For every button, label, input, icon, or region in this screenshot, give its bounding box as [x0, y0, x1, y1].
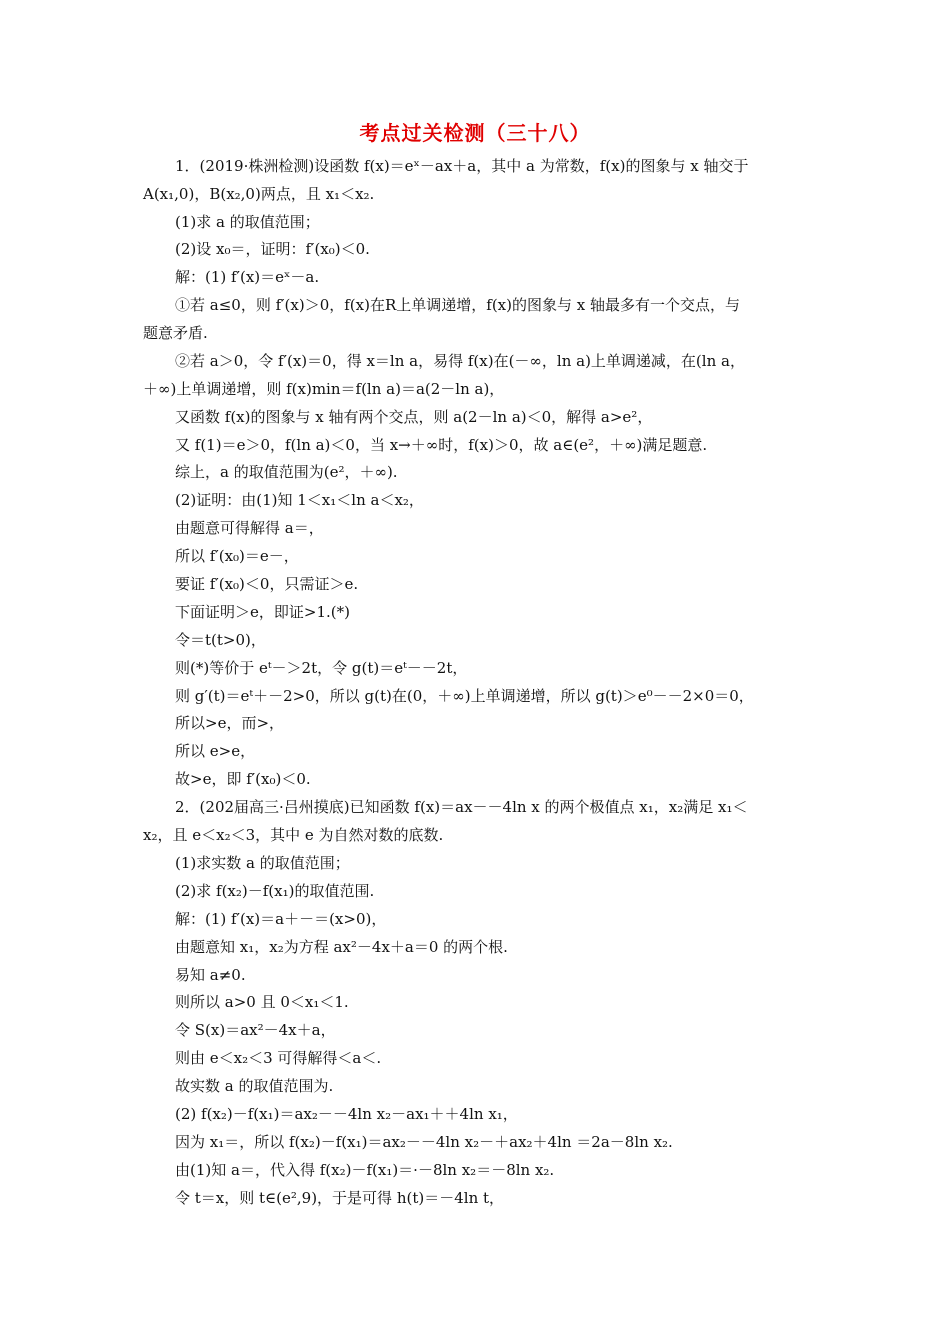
solution-line: 由题意可得解得 a＝，	[175, 519, 324, 537]
solution-line: 令＝t(t>0)，	[175, 631, 266, 649]
solution-line: 又函数 f(x)的图象与 x 轴有两个交点，则 a(2－ln a)＜0，解得 a>e²，	[175, 408, 653, 426]
solution-line: (2) f(x₂)－f(x₁)＝ax₂－－4ln x₂－ax₁＋＋4ln x₁，	[175, 1105, 518, 1123]
problem-1-part-2: (2)设 x₀＝，证明：f′(x₀)＜0.	[175, 240, 370, 258]
problem-1-statement: 1．(2019·株洲检测)设函数 f(x)＝eˣ－ax＋a，其中 a 为常数，f(x)的图象与 x 轴交于	[175, 157, 749, 175]
page-title: 考点过关检测（三十八）	[359, 121, 591, 145]
problem-2-statement: 2．(202届高三·吕州摸底)已知函数 f(x)＝ax－－4ln x 的两个极值点 x₁，x₂满足 x₁＜	[175, 798, 748, 816]
problem-1-part-1: (1)求 a 的取值范围；	[175, 213, 320, 231]
solution-line: 故实数 a 的取值范围为.	[175, 1077, 334, 1095]
problem-1-statement-cont: A(x₁,0)，B(x₂,0)两点，且 x₁＜x₂.	[143, 185, 375, 203]
solution-line: 则 g′(t)＝eᵗ＋－2>0，所以 g(t)在(0，＋∞)上单调递增，所以 g(t)＞e⁰－－2×0＝0，	[175, 687, 754, 705]
solution-line: 故>e，即 f′(x₀)＜0.	[175, 770, 311, 788]
problem-2-part-2: (2)求 f(x₂)－f(x₁)的取值范围.	[175, 882, 375, 900]
solution-line: 令 S(x)＝ax²－4x＋a，	[175, 1021, 336, 1039]
solution-line: 令 t＝x，则 t∈(e²,9)，于是可得 h(t)＝－4ln t，	[175, 1189, 505, 1207]
solution-line: 所以 f′(x₀)＝e－，	[175, 547, 299, 565]
solution-line: 由题意知 x₁，x₂为方程 ax²－4x＋a＝0 的两个根.	[175, 938, 508, 956]
solution-line: 题意矛盾.	[143, 324, 208, 342]
problem-2-statement-cont: x₂，且 e＜x₂＜3，其中 e 为自然对数的底数.	[143, 826, 444, 844]
solution-line: 则(*)等价于 eᵗ－＞2t，令 g(t)＝eᵗ－－2t，	[175, 659, 468, 677]
solution-line: ＋∞)上单调递增，则 f(x)min＝f(ln a)＝a(2－ln a)，	[143, 380, 505, 398]
problem-2-part-1: (1)求实数 a 的取值范围；	[175, 854, 350, 872]
solution-line: ②若 a＞0，令 f′(x)＝0，得 x＝ln a，易得 f(x)在(－∞，ln a)上单调递减，在(ln a，	[175, 352, 745, 370]
solution-line: ①若 a≤0，则 f′(x)＞0，f(x)在R上单调递增，f(x)的图象与 x 轴最多有一个交点，与	[175, 296, 740, 314]
solution-line: 下面证明＞e，即证>1.(*)	[175, 603, 350, 621]
solution-line: 综上，a 的取值范围为(e²，＋∞).	[175, 463, 398, 481]
solution-line: 因为 x₁＝，所以 f(x₂)－f(x₁)＝ax₂－－4ln x₂－＋ax₂＋4ln ＝2a－8ln x₂.	[175, 1133, 673, 1151]
solution-line: 则所以 a>0 且 0＜x₁＜1.	[175, 993, 349, 1011]
solution-line: 由(1)知 a＝，代入得 f(x₂)－f(x₁)＝·－8ln x₂＝－8ln x₂.	[175, 1161, 555, 1179]
solution-line: (2)证明：由(1)知 1＜x₁＜ln a＜x₂，	[175, 491, 424, 509]
solution-line: 所以>e，而>，	[175, 714, 285, 732]
solution-line: 易知 a≠0.	[175, 966, 246, 984]
solution-line: 解：(1) f′(x)＝a＋－＝(x>0)，	[175, 910, 387, 928]
solution-line: 所以 e>e，	[175, 742, 256, 760]
solution-line: 要证 f′(x₀)＜0，只需证＞e.	[175, 575, 359, 593]
solution-line: 又 f(1)＝e＞0，f(ln a)＜0，当 x→＋∞时，f(x)＞0，故 a∈(e²，＋∞)满足题意.	[175, 436, 708, 454]
solution-line: 则由 e＜x₂＜3 可得解得＜a＜.	[175, 1049, 382, 1067]
solution-line: 解：(1) f′(x)＝eˣ－a.	[175, 268, 320, 286]
